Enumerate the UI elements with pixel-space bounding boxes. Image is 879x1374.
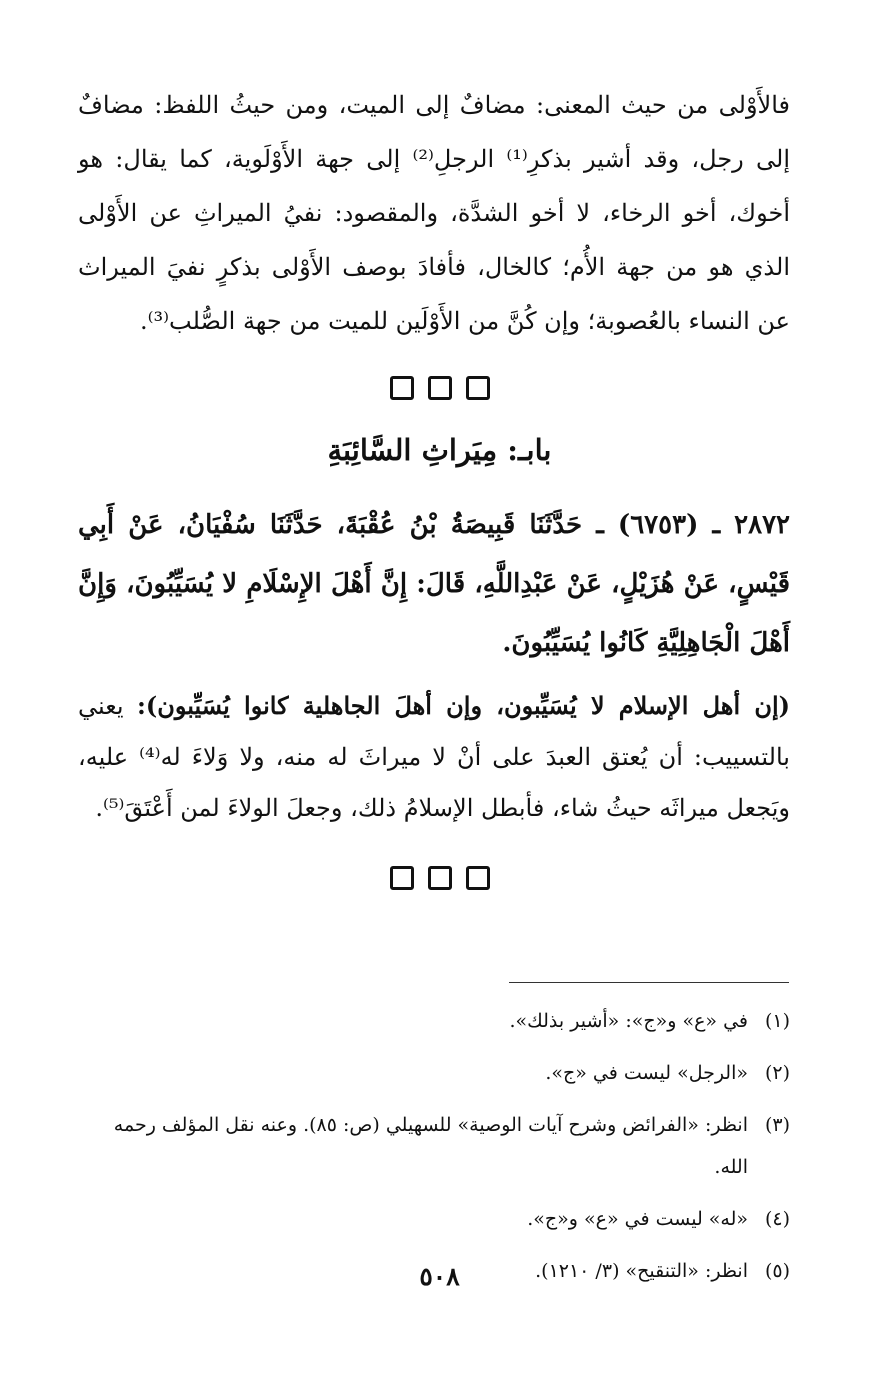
footnote-text: في «ع» و«ج»: «أشير بذلك». [509,1010,748,1032]
separator-box [428,376,452,400]
hadith-text: ٢٨٧٢ ـ (٦٧٥٣) ـ حَدَّثَنَا قَبِيصَةُ بْنُ عُقْبَةَ، حَدَّثَنَا سُفْيَانُ، عَنْ أَبِي قَيْسٍ، عَنْ هُزَيْلٍ، عَنْ عَبْدِاللَّهِ، قَالَ: إِنَّ أَهْلَ الإِسْلَامِ لا يُسَيِّبُونَ، وَإِنَّ أَهْلَ الْجَاهِلِيَّةِ كَانُوا يُسَيِّبُونَ. [78,510,791,658]
commentary-body: يعني بالتسييب: أن يُعتق العبدَ على أنْ لا ميراثَ له منه، ولا وَلاءَ له⁽⁴⁾ عليه، ويَجعل ميراثَه حيثُ شاء، فأبطل الإسلامُ ذلك، وجعلَ الولاءَ لمن أَعْتَقَ⁽⁵⁾. [78,692,790,822]
footnote-number: (٣) [764,1114,790,1136]
commentary-lead: (إن أهل الإسلام لا يُسَيِّبون، وإن أهلَ الجاهلية كانوا يُسَيِّبون): [137,691,790,720]
separator-box [390,866,414,890]
separator-box [390,376,414,400]
footnote-number: (١) [764,1010,790,1032]
footnote-text: انظر: «التنقيح» (٣/ ١٢١٠). [535,1260,748,1282]
separator-box [466,376,490,400]
footnote-number: (٤) [764,1208,790,1230]
footnote [78,1104,790,1188]
commentary-paragraph: فالأَوْلى من حيث المعنى: مضافٌ إلى الميت، ومن حيثُ اللفظ: مضافٌ إلى رجل، وقد أشير بذكرِ⁽¹⁾ الرجلِ⁽²⁾ إلى جهة الأَوْلَوية، كما يقال: هو أخوك، أخو الرخاء، لا أخو الشدَّة، والمقصود: نفيُ الميراثِ عن الأَوْلى الذي هو من جهة الأُم؛ كالخال، فأفادَ بوصف الأَوْلى بذكرٍ نفيَ الميراث عن النساء بالعُصوبة؛ وإن كُنَّ من الأَوْلَين للميت من جهة الصُّلب⁽³⁾. [78,91,791,335]
separator-box [466,866,490,890]
footnote-text: انظر: «الفرائض وشرح آيات الوصية» للسهيلي (ص: ٨٥). وعنه نقل المؤلف رحمه الله. [113,1114,748,1178]
footnote-number: (٢) [764,1062,790,1084]
page-number: ٥٠٨ [419,1262,460,1291]
footnote-rule [509,982,789,983]
footnote-text: «الرجل» ليست في «ج». [545,1062,748,1084]
footnote-number: (٥) [764,1260,790,1282]
footnote [78,1052,790,1094]
separator-box [428,866,452,890]
footnote [78,1198,790,1240]
chapter-heading: بابـ: مِيَراثِ السَّائِبَةِ [327,433,552,467]
footnote [78,1000,790,1042]
footnotes [78,1000,790,1302]
section-separator [0,376,879,400]
hadith-commentary [78,680,790,834]
section-separator [0,866,879,890]
footnote-text: «له» ليست في «ع» و«ج». [527,1208,748,1230]
